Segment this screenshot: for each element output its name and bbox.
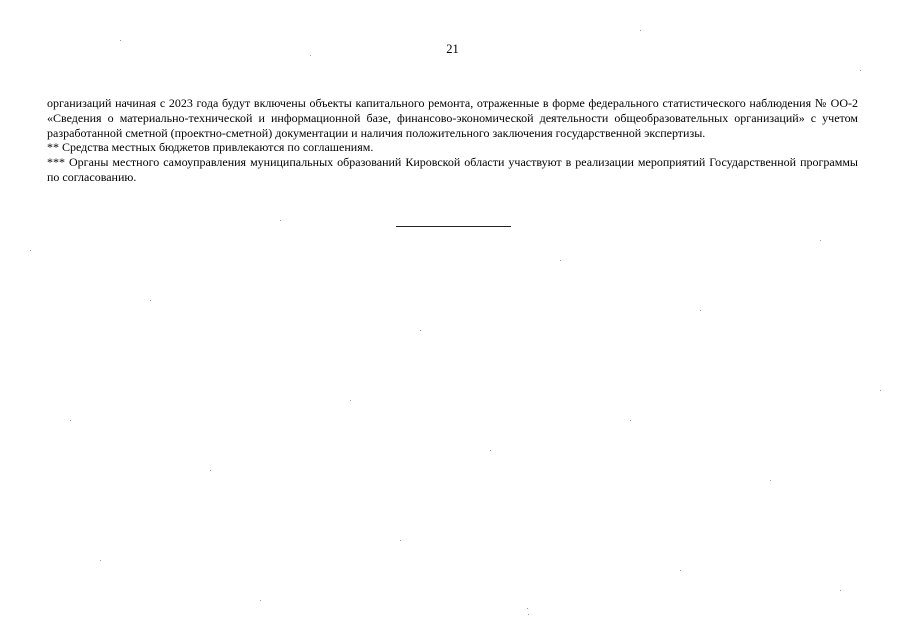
end-divider-line <box>396 226 511 227</box>
document-body <box>47 96 858 185</box>
page-number: 21 <box>446 42 459 56</box>
paragraph-continuation: организаций начиная с 2023 года будут включены объекты капитального ремонта, отраженные в форме федерального статистического наблюдения № ОО-2 «Сведения о материально-технической и информационной базе, финансово-экономической деятельности общеобразовательных организаций» с учетом разработанной сметной (проектно-сметной) документации и наличия положительного заключения государственной экспертизы. <box>47 96 858 140</box>
footnote-triple-asterisk: *** Органы местного самоуправления муниципальных образований Кировской области участвуют в реализации мероприятий Государственной программы по согласованию. <box>47 155 858 184</box>
footnote-double-asterisk: ** Средства местных бюджетов привлекаются по соглашениям. <box>47 140 374 155</box>
